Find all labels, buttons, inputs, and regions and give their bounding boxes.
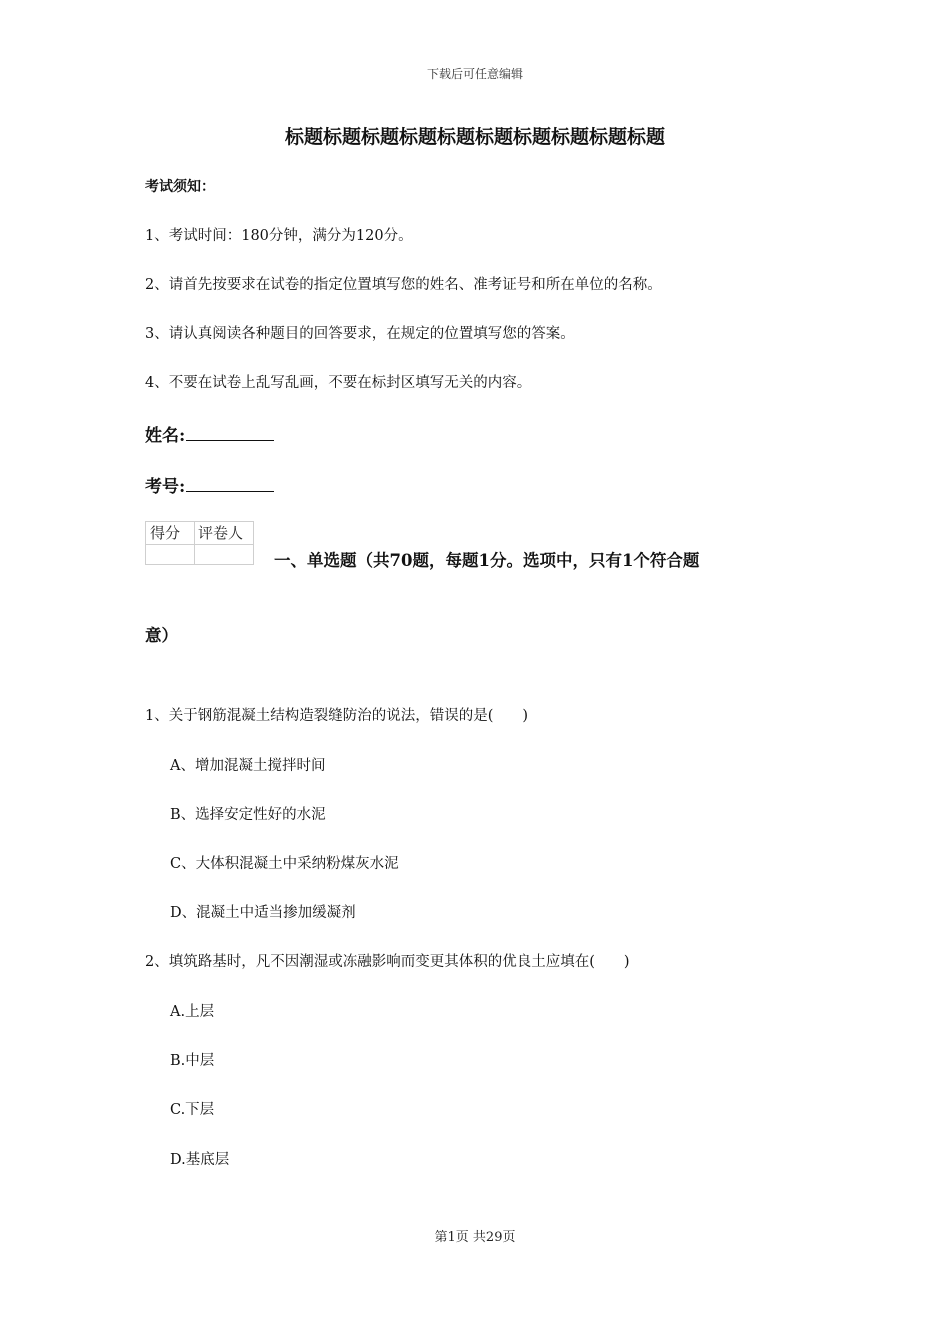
- instruction-item: 2、请首先按要求在试卷的指定位置填写您的姓名、准考证号和所在单位的名称。: [145, 277, 662, 293]
- answer-option: B、选择安定性好的水泥: [170, 807, 326, 823]
- score-table: [145, 521, 254, 565]
- instructions-heading: 考试须知：: [145, 179, 215, 195]
- answer-option: D、混凝土中适当掺加缓凝剂: [170, 905, 356, 921]
- document-title: 标题标题标题标题标题标题标题标题标题标题: [284, 126, 665, 148]
- exam-id-label: 考号:: [145, 477, 186, 497]
- exam-id-blank[interactable]: [186, 473, 274, 492]
- question-stem: 2、填筑路基时，凡不因潮湿或冻融影响而变更其体积的优良土应填在( ): [145, 954, 630, 970]
- instruction-item: 1、考试时间：180分钟，满分为120分。: [145, 228, 413, 244]
- answer-option: C.下层: [170, 1102, 215, 1118]
- section-heading-continued: 意）: [145, 626, 178, 645]
- answer-option: A、增加混凝土搅拌时间: [170, 758, 326, 774]
- download-note: 下载后可任意编辑: [426, 67, 523, 81]
- answer-option: D.基底层: [170, 1152, 230, 1168]
- answer-option: B.中层: [170, 1053, 215, 1069]
- question-stem: 1、关于钢筋混凝土结构造裂缝防治的说法，错误的是( ): [145, 708, 529, 724]
- score-table-divider: [146, 544, 253, 545]
- name-blank[interactable]: [186, 422, 274, 441]
- score-header: 得分: [150, 524, 181, 542]
- score-table-divider: [194, 522, 195, 564]
- name-label: 姓名:: [145, 426, 186, 446]
- instruction-item: 3、请认真阅读各种题目的回答要求，在规定的位置填写您的答案。: [145, 326, 575, 342]
- page-number: 第1页 共29页: [434, 1230, 516, 1245]
- answer-option: C、大体积混凝土中采纳粉煤灰水泥: [170, 856, 399, 872]
- answer-option: A.上层: [170, 1004, 215, 1020]
- instruction-item: 4、不要在试卷上乱写乱画，不要在标封区填写无关的内容。: [145, 375, 532, 391]
- section-heading: 一、单选题（共70题，每题1分。选项中，只有1个符合题: [274, 551, 700, 570]
- exam-id-field: [145, 473, 274, 499]
- grader-header: 评卷人: [198, 524, 244, 542]
- name-field: [145, 422, 274, 448]
